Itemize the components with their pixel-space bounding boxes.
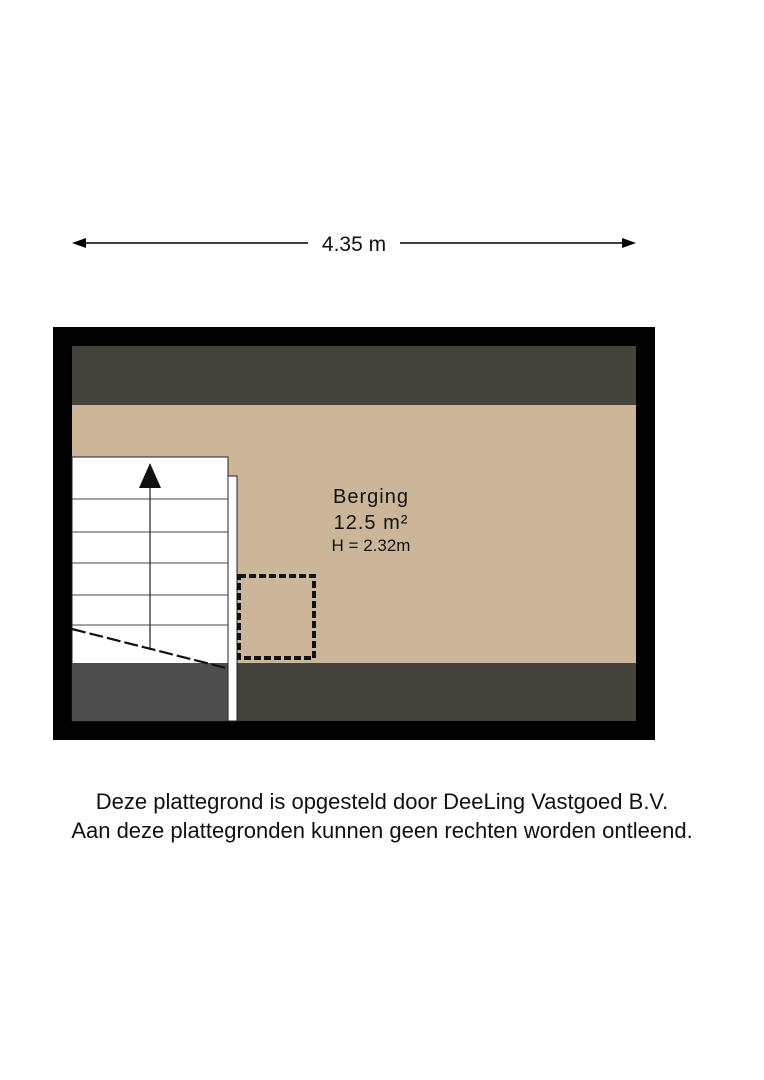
dimension-arrow-left-icon (72, 238, 86, 248)
sloped-ceiling-top (72, 346, 636, 405)
room-area: 12.5 m² (333, 512, 409, 534)
disclaimer-line-2: Aan deze plattegronden kunnen geen rechten worden ontleend. (71, 818, 693, 843)
stair-shadow (72, 663, 228, 721)
staircase (72, 457, 237, 721)
dimension-arrow-right-icon (622, 238, 636, 248)
width-dimension (72, 233, 636, 256)
room-name: Berging (333, 486, 409, 508)
disclaimer-line-1: Deze plattegrond is opgesteld door DeeLing Vastgoed B.V. (95, 789, 669, 814)
room-height: H = 2.32m (331, 536, 411, 555)
room-label (332, 486, 411, 555)
dimension-label: 4.35 m (321, 233, 387, 256)
